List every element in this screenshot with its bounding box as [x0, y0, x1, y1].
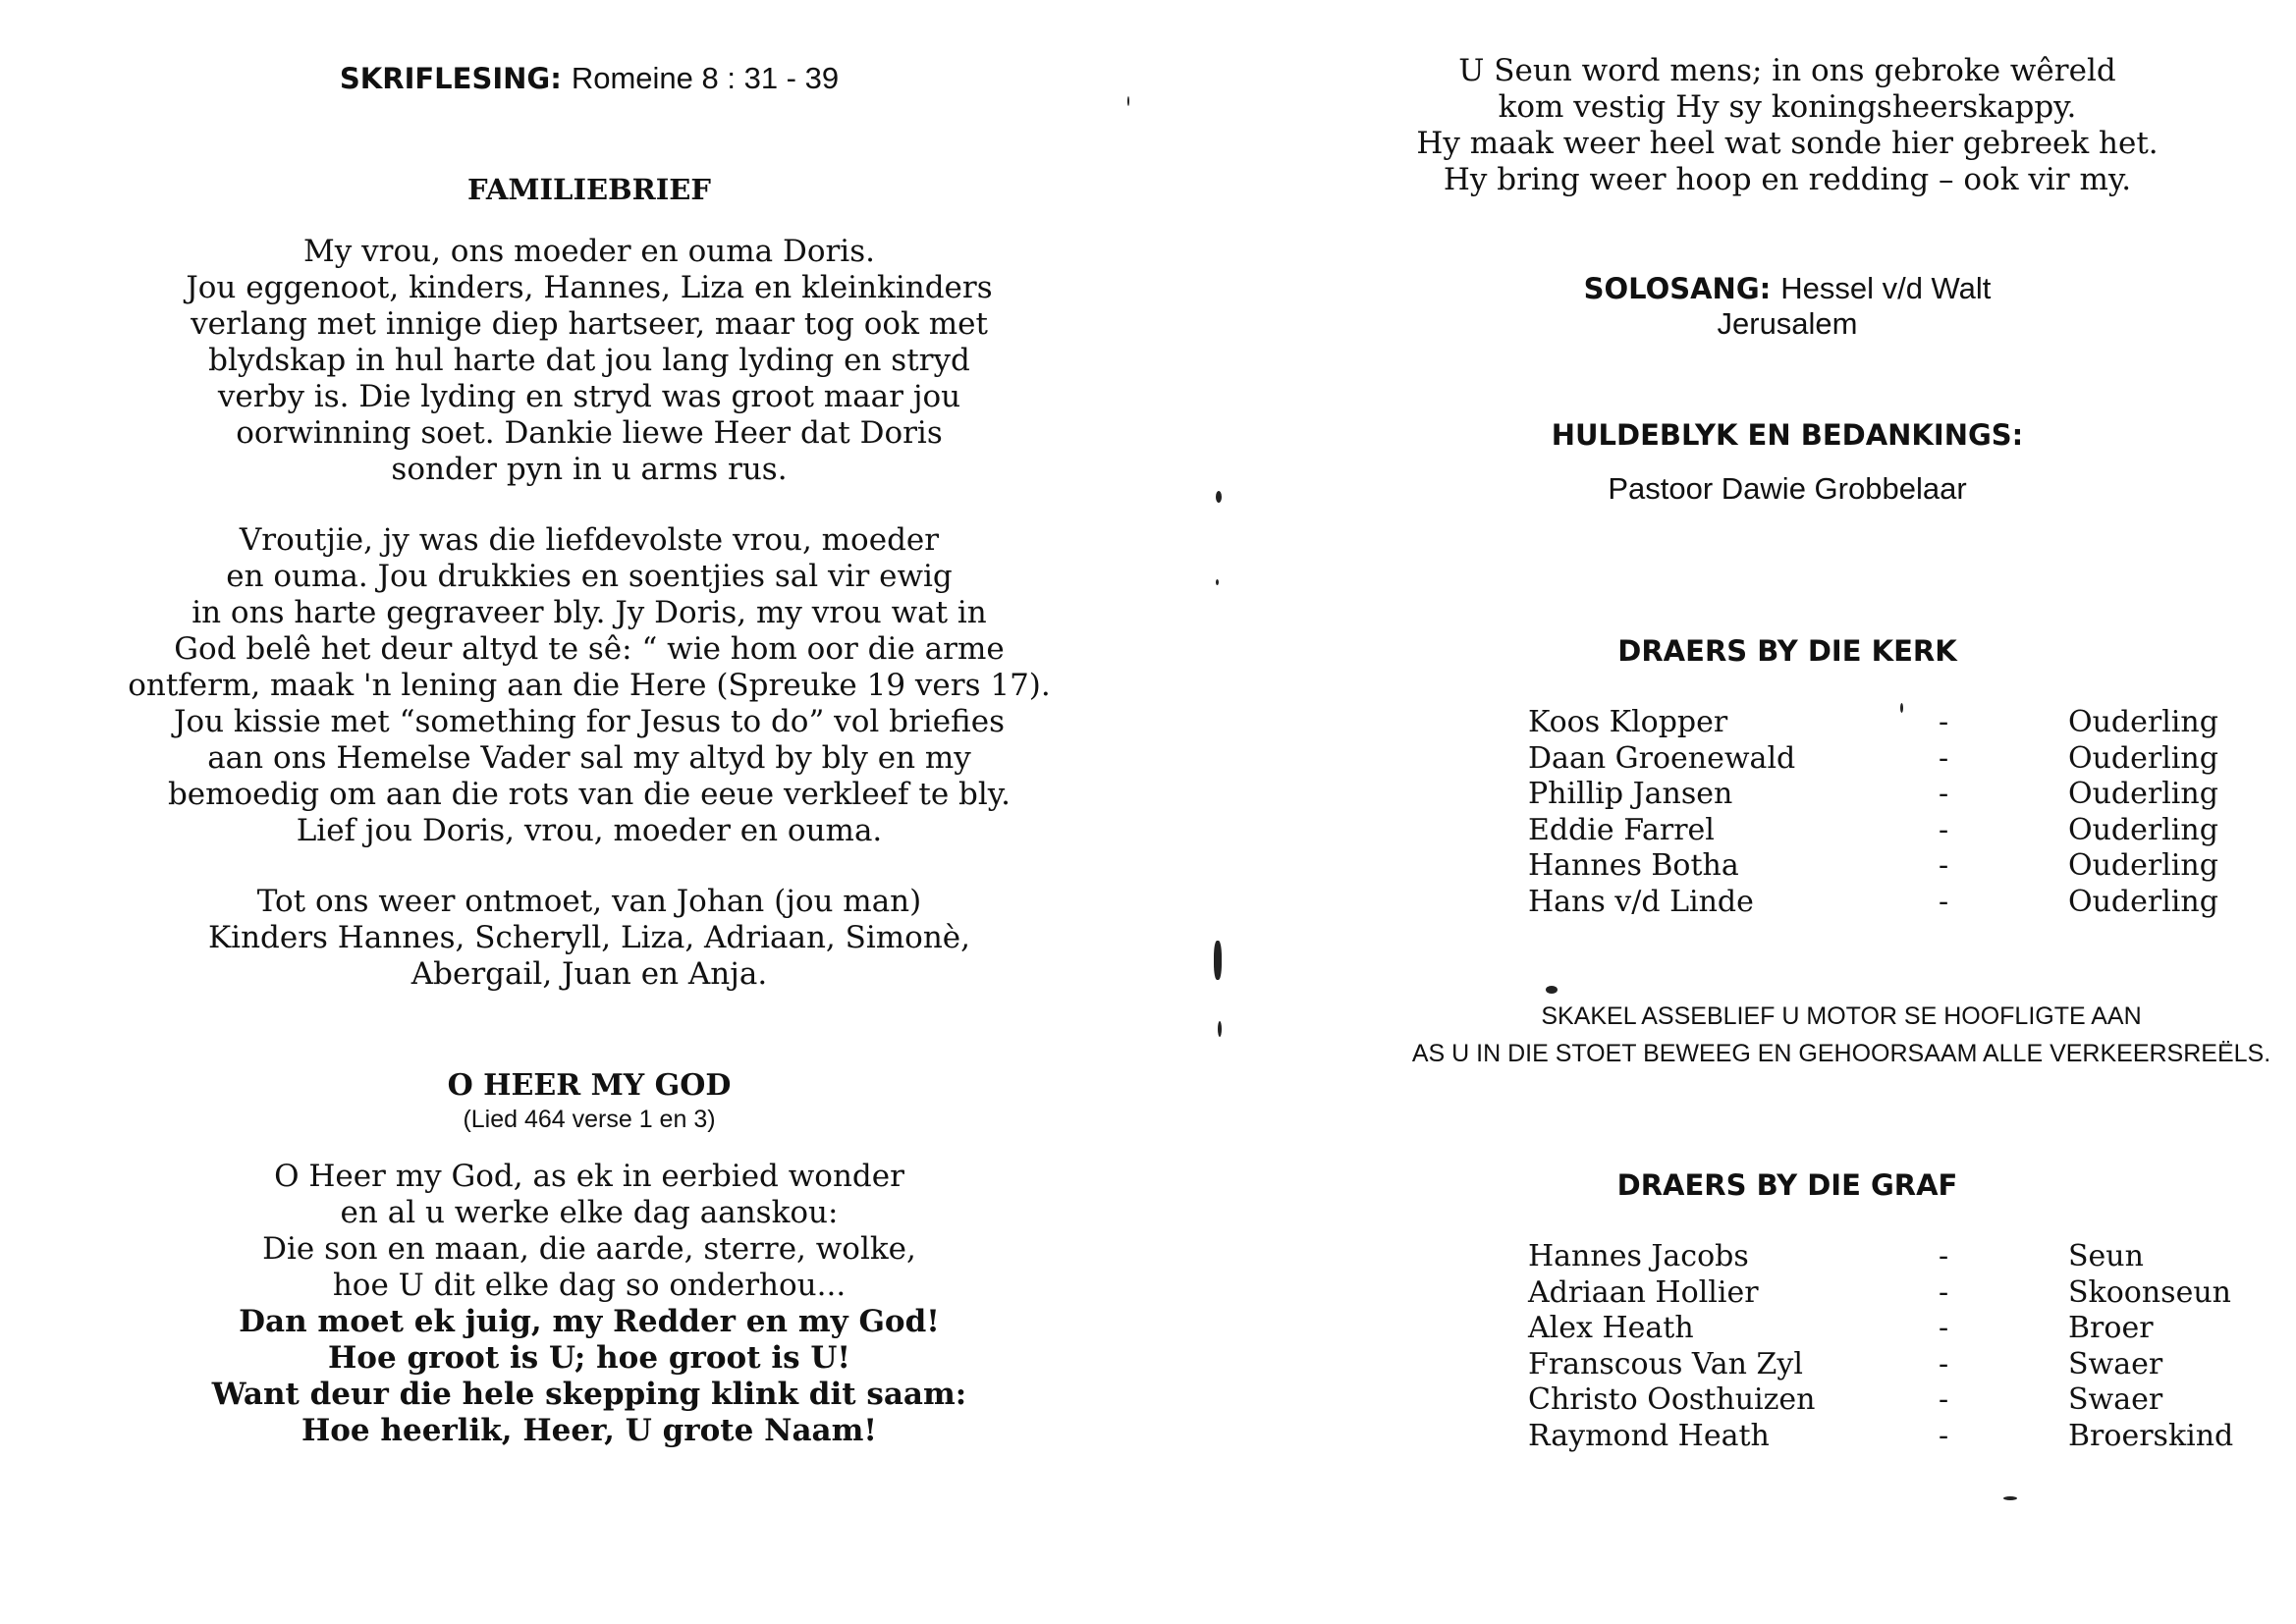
bearer-name: Phillip Jansen: [1528, 777, 1733, 811]
bearer-row: [1528, 705, 2296, 741]
bearer-role: Swaer: [2068, 1382, 2163, 1417]
bearer-row: [1528, 1311, 2296, 1347]
bearer-dash: -: [1939, 1346, 1949, 1381]
headlights-notice: [1208, 998, 2296, 1072]
bearer-dash: -: [1939, 1382, 1949, 1417]
bearer-role: Broer: [2068, 1311, 2154, 1345]
text-line: verby is. Die lyding en stryd was groot maar jou: [217, 379, 961, 414]
bearer-name: Daan Groenewald: [1528, 740, 1796, 776]
bearer-dash: -: [1939, 1274, 1949, 1310]
bearer-role: Swaer: [2068, 1346, 2163, 1381]
bearer-row: [1528, 741, 2296, 778]
text-line: bemoedig om aan die rots van die eeue verkleef te bly.: [167, 777, 1011, 812]
bearer-role: Skoonseun: [2068, 1274, 2231, 1310]
text-line: kom vestig Hy sy koningsheerskappy.: [1498, 89, 2077, 125]
bearer-dash: -: [1939, 812, 1949, 847]
text-line: aan ons Hemelse Vader sal my altyd by bly en my: [207, 740, 971, 776]
hymn-title: O HEER MY GOD: [447, 1068, 732, 1103]
hymn-verse-3: [1208, 53, 2296, 198]
scripture-label: SKRIFLESING:: [339, 62, 562, 95]
bearer-name: Hans v/d Linde: [1528, 884, 1754, 919]
bearer-role: Ouderling: [2068, 812, 2218, 847]
text-line: Hoe heerlik, Heer, U grote Naam!: [301, 1413, 878, 1448]
bearer-name: Koos Klopper: [1528, 705, 1728, 739]
text-line: Jou eggenoot, kinders, Hannes, Liza en kleinkinders: [186, 270, 993, 305]
solo-song: [1208, 271, 2296, 342]
bearer-row: [1528, 813, 2296, 849]
text-line: blydskap in hul harte dat jou lang lyding en stryd: [208, 343, 970, 378]
text-line: Lief jou Doris, vrou, moeder en ouma.: [296, 813, 883, 848]
text-line: ontferm, maak 'n lening aan die Here (Spreuke 19 vers 17).: [128, 668, 1051, 703]
church-bearers-list: [1528, 705, 2296, 920]
bearer-dash: -: [1939, 1418, 1949, 1453]
text-line: Kinders Hannes, Scheryll, Liza, Adriaan, Simonè,: [208, 920, 970, 955]
bearer-dash: -: [1939, 705, 1949, 739]
bearer-role: Broerskind: [2068, 1418, 2234, 1453]
scripture-reference: Romeine 8 : 31 - 39: [571, 61, 840, 95]
text-line: in ons harte gegraveer bly. Jy Doris, my vrou wat in: [191, 595, 987, 630]
bearer-name: Alex Heath: [1528, 1311, 1694, 1345]
bearer-role: Ouderling: [2068, 740, 2218, 776]
text-line: verlang met innige diep hartseer, maar tog ook met: [191, 306, 988, 342]
text-line: God belê het deur altyd te sê: “ wie hom oor die arme: [174, 631, 1005, 667]
family-letter-signature: [0, 884, 1178, 993]
bearer-role: Seun: [2068, 1239, 2144, 1273]
text-line: Dan moet ek juig, my Redder en my God!: [239, 1304, 940, 1339]
bearer-dash: -: [1939, 848, 1949, 883]
bearer-role: Ouderling: [2068, 705, 2218, 739]
solo-song-title: Jerusalem: [1717, 306, 1858, 341]
bearer-dash: -: [1939, 740, 1949, 776]
text-line: Hoe groot is U; hoe groot is U!: [327, 1340, 850, 1376]
family-letter-title: FAMILIEBRIEF: [467, 173, 711, 206]
text-line: Jou kissie met “something for Jesus to do” vol briefies: [174, 704, 1005, 739]
bearer-name: Christo Oosthuizen: [1528, 1382, 1816, 1417]
bearer-role: Ouderling: [2068, 848, 2218, 883]
bearer-dash: -: [1939, 777, 1949, 811]
text-line: en al u werke elke dag aanskou:: [340, 1195, 839, 1230]
bearer-dash: -: [1939, 1239, 1949, 1273]
tribute-speaker: Pastoor Dawie Grobbelaar: [1608, 471, 1967, 506]
bearer-role: Ouderling: [2068, 884, 2218, 919]
family-letter-paragraph-2: [0, 522, 1178, 849]
bearer-row: [1528, 777, 2296, 813]
text-line: Want deur die hele skepping klink dit saam:: [211, 1377, 967, 1412]
text-line: Vroutjie, jy was die liefdevolste vrou, moeder: [239, 522, 940, 558]
bearer-row: [1528, 848, 2296, 885]
bearer-row: [1528, 1239, 2296, 1275]
text-line: O Heer my God, as ek in eerbied wonder: [274, 1159, 904, 1194]
text-line: Hy bring weer hoop en redding – ook vir my.: [1443, 162, 2132, 197]
bearer-name: Franscous Van Zyl: [1528, 1346, 1803, 1381]
notice-line: SKAKEL ASSEBLIEF U MOTOR SE HOOFLIGTE AAN: [1541, 1002, 2142, 1030]
bearer-role: Ouderling: [2068, 777, 2218, 811]
bearer-row: [1528, 885, 2296, 921]
scan-speck: [1127, 96, 1129, 106]
hymn-subtitle: (Lied 464 verse 1 en 3): [463, 1106, 716, 1133]
tribute-title: HULDEBLYK EN BEDANKINGS:: [1551, 418, 2024, 452]
grave-bearers-list: [1528, 1239, 2296, 1454]
hymn-verse: [0, 1159, 1178, 1304]
bearer-name: Adriaan Hollier: [1528, 1274, 1759, 1310]
family-letter-paragraph-1: [0, 234, 1178, 488]
text-line: U Seun word mens; in ons gebroke wêreld: [1458, 53, 2116, 88]
text-line: oorwinning soet. Dankie liewe Heer dat Doris: [236, 415, 943, 451]
text-line: Hy maak weer heel wat sonde hier gebreek het.: [1416, 126, 2159, 161]
bearer-name: Hannes Botha: [1528, 848, 1739, 883]
text-line: hoe U dit elke dag so onderhou...: [332, 1268, 847, 1303]
scripture-reading: [0, 61, 1178, 96]
right-page: [1208, 0, 2296, 1624]
text-line: My vrou, ons moeder en ouma Doris.: [303, 234, 875, 269]
bearer-name: Raymond Heath: [1528, 1418, 1770, 1453]
solo-song-label: SOLOSANG:: [1583, 272, 1772, 305]
bearer-row: [1528, 1419, 2296, 1455]
text-line: sonder pyn in u arms rus.: [391, 452, 788, 487]
church-bearers-title: DRAERS BY DIE KERK: [1617, 634, 1957, 668]
solo-song-singer: Hessel v/d Walt: [1780, 271, 1992, 305]
bearer-name: Hannes Jacobs: [1528, 1239, 1749, 1273]
bearer-dash: -: [1939, 884, 1949, 919]
text-line: en ouma. Jou drukkies en soentjies sal vir ewig: [226, 559, 953, 594]
bearer-row: [1528, 1275, 2296, 1312]
text-line: Die son en maan, die aarde, sterre, wolke,: [262, 1231, 916, 1267]
text-line: Abergail, Juan en Anja.: [410, 956, 768, 992]
grave-bearers-title: DRAERS BY DIE GRAF: [1616, 1168, 1958, 1202]
bearer-name: Eddie Farrel: [1528, 812, 1715, 847]
bearer-dash: -: [1939, 1311, 1949, 1345]
hymn-chorus: [0, 1304, 1178, 1449]
notice-line: AS U IN DIE STOET BEWEEG EN GEHOORSAAM ALLE VERKEERSREËLS.: [1411, 1040, 2271, 1067]
text-line: Tot ons weer ontmoet, van Johan (jou man): [256, 884, 922, 919]
bearer-row: [1528, 1347, 2296, 1383]
bearer-row: [1528, 1382, 2296, 1419]
